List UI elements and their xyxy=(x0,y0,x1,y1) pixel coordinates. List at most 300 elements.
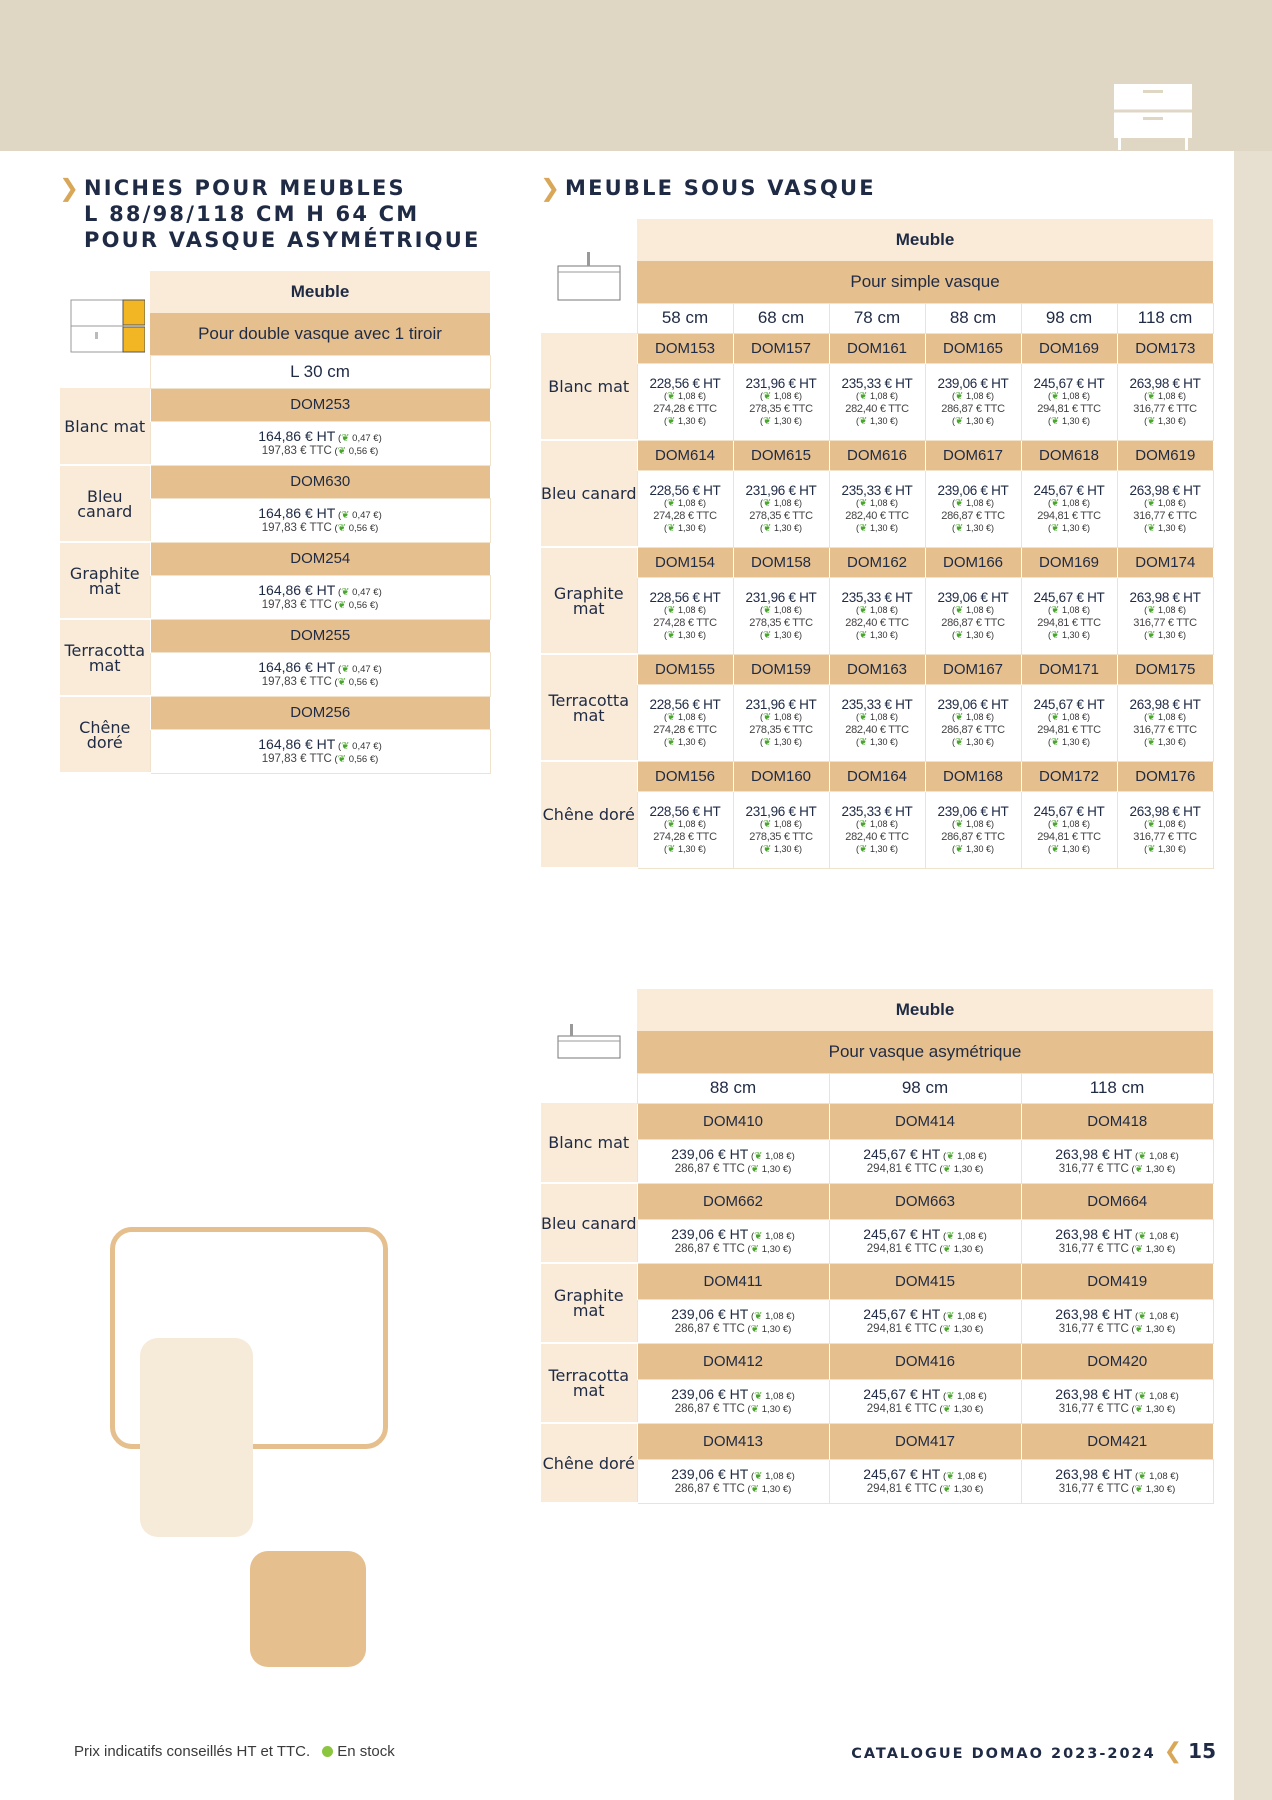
price-cell xyxy=(925,470,1021,547)
price-ttc-value: 294,81 € TTC xyxy=(1037,616,1101,629)
leaf-icon: ❦ xyxy=(1134,1403,1144,1415)
eco-part-ht: (❦ 1,08 €) xyxy=(664,819,706,831)
product-code: DOM418 xyxy=(1021,1103,1213,1139)
table-row xyxy=(541,1263,1213,1299)
leaf-icon: ❦ xyxy=(955,843,964,855)
price-ttc-value: 294,81 € TTC xyxy=(1037,509,1101,522)
price-ht-value: 231,96 € HT xyxy=(745,375,817,391)
eco-part-ht: (❦ 1,08 €) xyxy=(1048,391,1090,403)
size-label: L 30 cm xyxy=(150,355,490,388)
price-ttc xyxy=(1022,1243,1213,1256)
price-ht xyxy=(638,1306,829,1323)
product-code: DOM169 xyxy=(1021,547,1117,577)
eco-part-ttc: (❦ 1,30 €) xyxy=(760,736,802,748)
leaf-icon: ❦ xyxy=(1134,1323,1144,1335)
price-ht-value: 245,67 € HT xyxy=(1033,482,1105,498)
price-ttc-value: 197,83 € TTC xyxy=(261,521,332,534)
price-cell xyxy=(1117,363,1213,440)
product-code: DOM157 xyxy=(733,333,829,363)
price-ht xyxy=(1022,1386,1213,1403)
price-ttc-value: 278,35 € TTC xyxy=(749,402,813,415)
eco-ttc-value: 1,30 €) xyxy=(965,522,994,533)
eco-ht-value: 1,08 €) xyxy=(965,605,994,616)
eco-part-ht: (❦ 1,08 €) xyxy=(1048,712,1090,724)
price-ht xyxy=(1022,1466,1213,1483)
product-code: DOM417 xyxy=(829,1423,1021,1459)
eco-ht-value: 1,08 €) xyxy=(869,819,898,830)
price-cell xyxy=(1117,470,1213,547)
niche-unit-icon xyxy=(65,296,145,358)
eco-part-ttc: (❦ 1,30 €) xyxy=(856,522,898,534)
price-ht-value: 231,96 € HT xyxy=(745,482,817,498)
product-code: DOM414 xyxy=(829,1103,1021,1139)
price-ttc-value: 294,81 € TTC xyxy=(866,1162,937,1175)
vanity-unit-icon xyxy=(554,1014,624,1074)
color-label xyxy=(541,547,637,654)
price-ttc-value: 316,77 € TTC xyxy=(1058,1402,1129,1415)
eco-part-ht: (❦ 1,08 €) xyxy=(940,1150,987,1162)
leaf-icon: ❦ xyxy=(341,509,350,521)
leaf-icon: ❦ xyxy=(754,1150,763,1162)
eco-ttc-value: 1,30 €) xyxy=(1157,415,1186,426)
price-cell xyxy=(733,791,829,868)
eco-part-ht: (❦ 1,08 €) xyxy=(748,1150,795,1162)
price-cell xyxy=(1021,1459,1213,1503)
price-ttc xyxy=(638,1323,829,1336)
eco-ht-value: 1,08 €) xyxy=(765,1230,795,1242)
price-ht xyxy=(830,1226,1021,1243)
price-ht-value: 235,33 € HT xyxy=(841,696,913,712)
eco-ttc-value: 1,30 €) xyxy=(773,736,802,747)
eco-part-ttc: (❦ 1,30 €) xyxy=(744,1483,792,1495)
price-cell xyxy=(1021,1139,1213,1183)
color-name: Bleu canard xyxy=(77,486,133,521)
leaf-icon: ❦ xyxy=(763,605,772,617)
price-ht xyxy=(1022,483,1117,499)
color-label xyxy=(60,465,150,542)
product-code: DOM176 xyxy=(1117,761,1213,791)
price-ttc xyxy=(1022,724,1117,737)
left-section-title: ❯ NICHES POUR MEUBLES L 88/98/118 CM H 64 CM POUR VASQUE ASYMÉTRIQUE xyxy=(59,174,481,252)
eco-part-ht: (❦ 1,08 €) xyxy=(856,391,898,403)
product-code: DOM168 xyxy=(925,761,1021,791)
leaf-icon: ❦ xyxy=(667,712,676,724)
eco-ttc-value: 1,30 €) xyxy=(953,1483,984,1495)
eco-part-ht: (❦ 1,08 €) xyxy=(952,391,994,403)
price-ht xyxy=(638,483,733,499)
eco-part-ht: (❦ 0,47 €) xyxy=(335,586,382,598)
price-ht-value: 239,06 € HT xyxy=(671,1305,749,1322)
product-code: DOM169 xyxy=(1021,333,1117,363)
chevron-left-icon: ❮ xyxy=(1163,1739,1183,1764)
eco-ht-value: 1,08 €) xyxy=(965,819,994,830)
eco-part-ht: (❦ 0,47 €) xyxy=(335,509,382,521)
eco-part-ttc: (❦ 0,56 €) xyxy=(331,445,379,457)
product-code: DOM175 xyxy=(1117,654,1213,684)
size-label: 88 cm xyxy=(925,303,1021,333)
eco-part-ttc: (❦ 0,56 €) xyxy=(331,599,379,611)
product-code: DOM158 xyxy=(733,547,829,577)
eco-ht-value: 1,08 €) xyxy=(869,605,898,616)
leaf-icon: ❦ xyxy=(763,415,772,427)
leaf-icon: ❦ xyxy=(1147,498,1156,510)
color-label xyxy=(541,1183,637,1263)
price-ht xyxy=(830,1386,1021,1403)
product-code: DOM167 xyxy=(925,654,1021,684)
size-label: 118 cm xyxy=(1117,303,1213,333)
price-ht xyxy=(151,428,490,445)
eco-ht-value: 1,08 €) xyxy=(957,1150,987,1162)
price-cell xyxy=(829,1139,1021,1183)
table-row xyxy=(541,1139,1213,1183)
leaf-icon: ❦ xyxy=(859,415,868,427)
price-ttc xyxy=(1118,403,1213,416)
price-cell xyxy=(829,1379,1021,1423)
eco-ttc-value: 1,30 €) xyxy=(761,1163,792,1175)
eco-ht-value: 1,08 €) xyxy=(773,605,802,616)
price-ht xyxy=(926,483,1021,499)
product-code: DOM630 xyxy=(150,465,490,498)
price-cell xyxy=(1021,1219,1213,1263)
eco-part-ttc: (❦ 1,30 €) xyxy=(760,843,802,855)
price-ttc-value: 197,83 € TTC xyxy=(261,598,332,611)
price-ht xyxy=(1022,1146,1213,1163)
price-ht-value: 239,06 € HT xyxy=(937,696,1009,712)
price-cell xyxy=(1021,363,1117,440)
price-ttc-value: 274,28 € TTC xyxy=(653,402,717,415)
price-ttc-value: 316,77 € TTC xyxy=(1058,1482,1129,1495)
price-ttc xyxy=(830,617,925,630)
eco-ht-value: 1,08 €) xyxy=(1149,1470,1179,1482)
eco-part-ttc: (❦ 1,30 €) xyxy=(744,1243,792,1255)
eco-part-ht: (❦ 1,08 €) xyxy=(1132,1390,1179,1402)
eco-ttc-value: 1,30 €) xyxy=(761,1323,792,1335)
eco-ht-value: 1,08 €) xyxy=(1061,819,1090,830)
leaf-icon: ❦ xyxy=(955,605,964,617)
eco-part-ttc: (❦ 1,30 €) xyxy=(1128,1323,1176,1335)
eco-ttc-value: 1,30 €) xyxy=(869,843,898,854)
eco-part-ht: (❦ 1,08 €) xyxy=(1132,1470,1179,1482)
eco-part-ht: (❦ 1,08 €) xyxy=(856,498,898,510)
price-cell xyxy=(733,577,829,654)
eco-ht-value: 1,08 €) xyxy=(1149,1310,1179,1322)
table-subheader: Pour vasque asymétrique xyxy=(637,1031,1213,1073)
price-ht-value: 263,98 € HT xyxy=(1129,589,1201,605)
eco-part-ht: (❦ 1,08 €) xyxy=(940,1390,987,1402)
price-ht xyxy=(830,1466,1021,1483)
in-stock-dot-icon xyxy=(322,1746,333,1757)
table-row xyxy=(541,440,1213,470)
leaf-icon: ❦ xyxy=(341,740,350,752)
price-ht-value: 239,06 € HT xyxy=(671,1465,749,1482)
eco-ht-value: 1,08 €) xyxy=(1157,391,1186,402)
leaf-icon: ❦ xyxy=(1138,1230,1147,1242)
price-ttc-value: 294,81 € TTC xyxy=(1037,402,1101,415)
eco-part-ht: (❦ 1,08 €) xyxy=(1132,1310,1179,1322)
table-row xyxy=(541,1379,1213,1423)
price-ht-value: 235,33 € HT xyxy=(841,375,913,391)
price-ttc-value: 316,77 € TTC xyxy=(1058,1162,1129,1175)
product-code: DOM165 xyxy=(925,333,1021,363)
leaf-icon: ❦ xyxy=(1147,712,1156,724)
eco-ht-value: 1,08 €) xyxy=(1061,605,1090,616)
price-ht-value: 235,33 € HT xyxy=(841,803,913,819)
product-code: DOM616 xyxy=(829,440,925,470)
table-header: Meuble xyxy=(637,219,1213,261)
eco-part-ttc: (❦ 1,30 €) xyxy=(744,1163,792,1175)
eco-ttc-value: 1,30 €) xyxy=(965,736,994,747)
product-code: DOM156 xyxy=(637,761,733,791)
color-label xyxy=(541,333,637,440)
price-ht-value: 239,06 € HT xyxy=(937,482,1009,498)
product-code: DOM163 xyxy=(829,654,925,684)
leaf-icon: ❦ xyxy=(667,819,676,831)
leaf-icon: ❦ xyxy=(337,522,347,534)
color-label xyxy=(60,542,150,619)
color-label xyxy=(541,1103,637,1183)
eco-part-ht: (❦ 1,08 €) xyxy=(940,1230,987,1242)
eco-part-ht: (❦ 1,08 €) xyxy=(760,391,802,403)
price-cell xyxy=(1021,470,1117,547)
eco-part-ht: (❦ 1,08 €) xyxy=(952,712,994,724)
price-ttc xyxy=(734,403,829,416)
price-ht xyxy=(734,590,829,606)
leaf-icon: ❦ xyxy=(750,1323,760,1335)
price-cell xyxy=(733,363,829,440)
size-label: 98 cm xyxy=(1021,303,1117,333)
eco-ttc-value: 1,30 €) xyxy=(965,415,994,426)
product-code: DOM615 xyxy=(733,440,829,470)
leaf-icon: ❦ xyxy=(955,522,964,534)
price-ttc-value: 316,77 € TTC xyxy=(1058,1322,1129,1335)
price-ttc xyxy=(1118,510,1213,523)
leaf-icon: ❦ xyxy=(859,391,868,403)
price-cell xyxy=(829,1459,1021,1503)
price-ttc xyxy=(830,403,925,416)
price-ttc-value: 282,40 € TTC xyxy=(845,616,909,629)
leaf-icon: ❦ xyxy=(859,736,868,748)
price-ttc-value: 278,35 € TTC xyxy=(749,509,813,522)
eco-ttc-value: 0,56 €) xyxy=(348,753,379,765)
price-ht xyxy=(638,804,733,820)
price-ht xyxy=(734,376,829,392)
eco-ht-value: 0,47 €) xyxy=(352,740,382,752)
leaf-icon: ❦ xyxy=(946,1390,955,1402)
eco-part-ttc: (❦ 1,30 €) xyxy=(936,1163,984,1175)
price-cell xyxy=(637,1459,829,1503)
eco-ht-value: 0,47 €) xyxy=(352,586,382,598)
leaf-icon: ❦ xyxy=(763,712,772,724)
eco-part-ttc: (❦ 1,30 €) xyxy=(1128,1403,1176,1415)
leaf-icon: ❦ xyxy=(946,1150,955,1162)
product-code: DOM174 xyxy=(1117,547,1213,577)
color-label xyxy=(60,696,150,773)
eco-part-ttc: (❦ 1,30 €) xyxy=(952,629,994,641)
leaf-icon: ❦ xyxy=(955,712,964,724)
price-ht-value: 245,67 € HT xyxy=(863,1145,941,1162)
leaf-icon: ❦ xyxy=(955,629,964,641)
eco-ht-value: 1,08 €) xyxy=(773,712,802,723)
product-code: DOM415 xyxy=(829,1263,1021,1299)
eco-part-ttc: (❦ 1,30 €) xyxy=(936,1323,984,1335)
eco-part-ht: (❦ 0,47 €) xyxy=(335,432,382,444)
color-name: Blanc mat xyxy=(548,376,630,396)
eco-ht-value: 1,08 €) xyxy=(957,1230,987,1242)
product-code: DOM619 xyxy=(1117,440,1213,470)
table-subheader: Pour double vasque avec 1 tiroir xyxy=(150,313,490,355)
eco-part-ttc: (❦ 1,30 €) xyxy=(664,415,706,427)
price-ht xyxy=(734,483,829,499)
table-row xyxy=(541,684,1213,761)
price-ttc xyxy=(830,1163,1021,1176)
price-cell xyxy=(637,684,733,761)
price-ht-value: 263,98 € HT xyxy=(1129,375,1201,391)
table-subheader: Pour simple vasque xyxy=(637,261,1213,303)
product-code: DOM255 xyxy=(150,619,490,652)
price-cell xyxy=(1021,1299,1213,1343)
color-name: Terracotta mat xyxy=(548,690,629,725)
eco-ttc-value: 1,30 €) xyxy=(1061,415,1090,426)
eco-part-ttc: (❦ 1,30 €) xyxy=(664,522,706,534)
price-ht-value: 235,33 € HT xyxy=(841,589,913,605)
leaf-icon: ❦ xyxy=(946,1310,955,1322)
leaf-icon: ❦ xyxy=(750,1243,760,1255)
eco-ttc-value: 1,30 €) xyxy=(1061,629,1090,640)
color-name: Terracotta mat xyxy=(64,640,145,675)
price-ht-value: 239,06 € HT xyxy=(937,375,1009,391)
eco-ht-value: 1,08 €) xyxy=(773,819,802,830)
eco-ht-value: 1,08 €) xyxy=(677,712,706,723)
leaf-icon: ❦ xyxy=(341,663,350,675)
leaf-icon: ❦ xyxy=(763,629,772,641)
price-ht xyxy=(1022,697,1117,713)
table-row xyxy=(541,1459,1213,1503)
eco-part-ttc: (❦ 1,30 €) xyxy=(664,736,706,748)
leaf-icon: ❦ xyxy=(1051,712,1060,724)
price-ttc-value: 274,28 € TTC xyxy=(653,616,717,629)
price-cell xyxy=(637,791,733,868)
leaf-icon: ❦ xyxy=(667,522,676,534)
price-ht xyxy=(830,1146,1021,1163)
price-ttc xyxy=(1022,831,1117,844)
leaf-icon: ❦ xyxy=(750,1403,760,1415)
price-ht xyxy=(151,582,490,599)
eco-ttc-value: 1,30 €) xyxy=(869,415,898,426)
leaf-icon: ❦ xyxy=(754,1470,763,1482)
price-ttc xyxy=(638,724,733,737)
decorative-gold-square xyxy=(250,1551,366,1667)
eco-part-ttc: (❦ 1,30 €) xyxy=(1048,843,1090,855)
top-band xyxy=(0,0,1272,151)
eco-part-ttc: (❦ 1,30 €) xyxy=(1128,1163,1176,1175)
price-ttc xyxy=(638,403,733,416)
eco-part-ht: (❦ 1,08 €) xyxy=(1132,1230,1179,1242)
eco-part-ttc: (❦ 1,30 €) xyxy=(1144,736,1186,748)
product-code: DOM162 xyxy=(829,547,925,577)
price-ttc xyxy=(830,1483,1021,1496)
price-ttc xyxy=(734,510,829,523)
price-ht xyxy=(926,376,1021,392)
price-cell xyxy=(829,1299,1021,1343)
price-cell xyxy=(150,575,490,619)
price-ht-value: 164,86 € HT xyxy=(258,581,336,598)
eco-part-ht: (❦ 1,08 €) xyxy=(952,605,994,617)
price-ht-value: 231,96 € HT xyxy=(745,803,817,819)
price-ttc-value: 316,77 € TTC xyxy=(1133,830,1197,843)
eco-ht-value: 1,08 €) xyxy=(677,391,706,402)
color-name: Graphite mat xyxy=(553,1286,624,1320)
leaf-icon: ❦ xyxy=(942,1323,952,1335)
table-row xyxy=(541,547,1213,577)
page-number: 15 xyxy=(1188,1739,1216,1763)
eco-ttc-value: 1,30 €) xyxy=(953,1163,984,1175)
price-ht-value: 245,67 € HT xyxy=(863,1385,941,1402)
eco-part-ttc: (❦ 1,30 €) xyxy=(1048,736,1090,748)
leaf-icon: ❦ xyxy=(1147,522,1156,534)
leaf-icon: ❦ xyxy=(1147,391,1156,403)
price-ht xyxy=(830,1306,1021,1323)
eco-part-ht: (❦ 1,08 €) xyxy=(1144,498,1186,510)
price-ht-value: 235,33 € HT xyxy=(841,482,913,498)
eco-part-ht: (❦ 1,08 €) xyxy=(1048,819,1090,831)
leaf-icon: ❦ xyxy=(942,1243,952,1255)
color-label xyxy=(60,388,150,465)
product-code: DOM421 xyxy=(1021,1423,1213,1459)
table-header: Meuble xyxy=(637,989,1213,1031)
eco-part-ht: (❦ 0,47 €) xyxy=(335,740,382,752)
eco-ht-value: 1,08 €) xyxy=(965,498,994,509)
eco-part-ht: (❦ 1,08 €) xyxy=(748,1470,795,1482)
table-row xyxy=(541,470,1213,547)
product-code: DOM419 xyxy=(1021,1263,1213,1299)
eco-ht-value: 1,08 €) xyxy=(1149,1150,1179,1162)
table-row xyxy=(541,363,1213,440)
leaf-icon: ❦ xyxy=(1134,1483,1144,1495)
table-row xyxy=(60,542,490,575)
leaf-icon: ❦ xyxy=(859,629,868,641)
eco-part-ttc: (❦ 1,30 €) xyxy=(760,522,802,534)
price-ht xyxy=(151,659,490,676)
eco-part-ht: (❦ 1,08 €) xyxy=(856,605,898,617)
table-row xyxy=(60,696,490,729)
price-cell xyxy=(150,421,490,465)
leaf-icon: ❦ xyxy=(667,391,676,403)
eco-part-ttc: (❦ 1,30 €) xyxy=(856,736,898,748)
eco-part-ht: (❦ 1,08 €) xyxy=(760,498,802,510)
price-ttc xyxy=(638,1403,829,1416)
price-ht xyxy=(1118,590,1213,606)
leaf-icon: ❦ xyxy=(1051,843,1060,855)
price-ttc-value: 278,35 € TTC xyxy=(749,830,813,843)
price-ht xyxy=(830,590,925,606)
price-ttc xyxy=(830,831,925,844)
eco-part-ht: (❦ 1,08 €) xyxy=(748,1390,795,1402)
leaf-icon: ❦ xyxy=(750,1163,760,1175)
eco-part-ht: (❦ 1,08 €) xyxy=(952,498,994,510)
product-code: DOM160 xyxy=(733,761,829,791)
price-cell xyxy=(925,684,1021,761)
leaf-icon: ❦ xyxy=(859,605,868,617)
eco-ttc-value: 1,30 €) xyxy=(773,843,802,854)
product-code: DOM166 xyxy=(925,547,1021,577)
eco-part-ttc: (❦ 1,30 €) xyxy=(952,522,994,534)
table-row xyxy=(541,1219,1213,1263)
eco-part-ht: (❦ 1,08 €) xyxy=(1144,712,1186,724)
price-ttc xyxy=(830,1323,1021,1336)
table-row xyxy=(541,761,1213,791)
price-ttc xyxy=(926,617,1021,630)
leaf-icon: ❦ xyxy=(946,1470,955,1482)
